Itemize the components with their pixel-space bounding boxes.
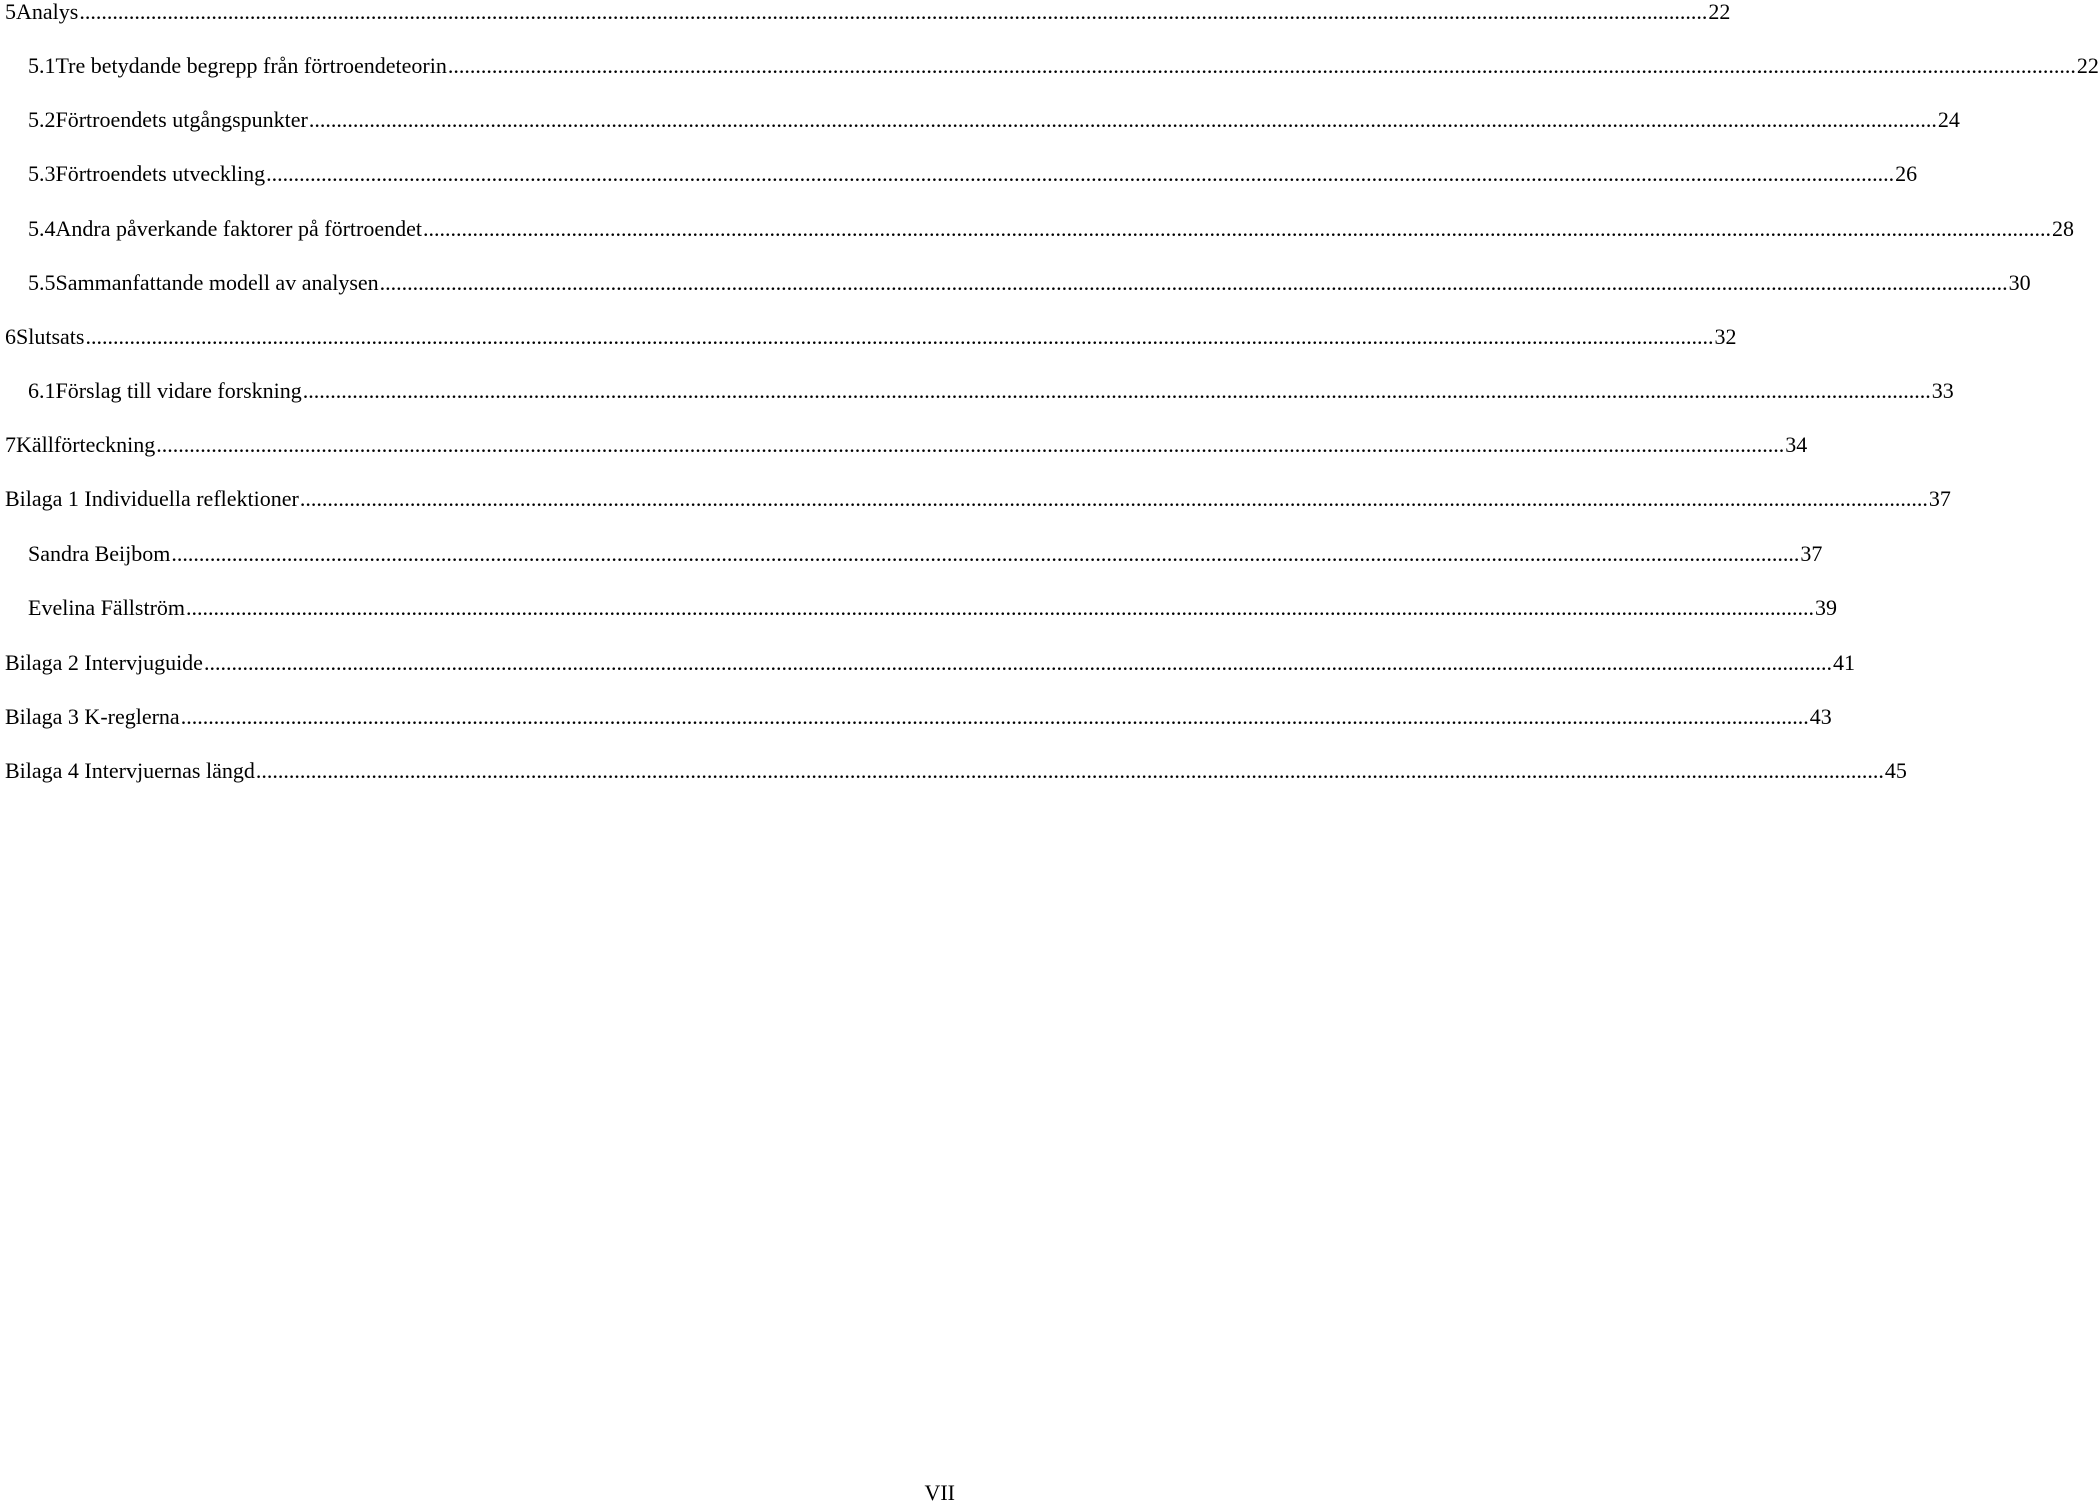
toc-entry-5-5[interactable] [0,268,2031,298]
toc-page: 43 [1809,704,1832,729]
toc-title: Bilaga 4 Intervjuernas längd [5,758,255,783]
dot-leader [300,484,1928,514]
dot-leader [423,214,2051,244]
toc-page: 33 [1931,378,1954,403]
page-number: VII [924,1480,955,1505]
dot-leader [204,648,1832,678]
dot-leader [266,159,1894,189]
toc-entry-bilaga-4[interactable] [0,756,1907,786]
dot-leader [256,756,1884,786]
toc-page: 28 [2051,216,2074,241]
toc-title: Andra påverkande faktorer på förtroendet [55,216,422,241]
toc-page: 39 [1815,595,1838,620]
toc-title: Förtroendets utgångspunkter [55,107,308,132]
toc-number: 5.5 [28,270,56,295]
dot-leader [303,376,1931,406]
toc-entry-5-3[interactable] [0,159,1918,189]
toc-number: 5 [5,0,16,24]
toc-title: Källförteckning [16,432,156,457]
toc-entry-evelina-fallstrom[interactable] [0,593,1838,623]
toc-page: 37 [1928,486,1951,511]
toc-page: 30 [2008,270,2031,295]
toc-entry-bilaga-3[interactable] [0,702,1832,732]
toc-entry-5-2[interactable] [0,105,1960,135]
toc-page: 22 [1708,0,1731,24]
dot-leader [85,322,1713,352]
toc-title: Tre betydande begrepp från förtroendeteorin [55,53,447,78]
toc-number: 5.1 [28,53,56,78]
toc-entry-bilaga-1[interactable] [0,484,1951,514]
toc-page: 37 [1800,541,1823,566]
dot-leader [79,0,1707,27]
toc-page: 26 [1895,161,1918,186]
dot-leader [309,105,1937,135]
toc-title: Bilaga 3 K-reglerna [5,704,180,729]
toc-entry-5-4[interactable] [0,214,2074,244]
toc-entry-bilaga-2[interactable] [0,648,1855,678]
toc-title: Analys [16,0,79,24]
toc-entry-5[interactable] [0,0,1731,27]
toc-page: 41 [1832,650,1855,675]
toc-title: Slutsats [16,324,85,349]
toc-page: 22 [2076,53,2099,78]
toc-number: 7 [5,432,16,457]
toc-title: Sammanfattande modell av analysen [55,270,379,295]
toc-entry-6[interactable] [0,322,1737,352]
toc-title: Sandra Beijbom [28,541,171,566]
toc-entry-7[interactable] [0,430,1808,460]
toc-number: 5.4 [28,216,56,241]
toc-entry-6-1[interactable] [0,376,1954,406]
toc-title: Evelina Fällström [28,595,186,620]
dot-leader [448,51,2076,81]
dot-leader [171,539,1799,569]
toc-page: 34 [1785,432,1808,457]
toc-page: 32 [1714,324,1737,349]
toc-number: 6.1 [28,378,56,403]
dot-leader [380,268,2008,298]
toc-number: 6 [5,324,16,349]
dot-leader [186,593,1814,623]
toc-entry-5-1[interactable] [0,51,2099,81]
toc-entry-sandra-beijbom[interactable] [0,539,1823,569]
dot-leader [156,430,1784,460]
toc-number: 5.2 [28,107,56,132]
toc-title: Bilaga 1 Individuella reflektioner [5,486,299,511]
toc-title: Förtroendets utveckling [55,161,266,186]
toc-title: Bilaga 2 Intervjuguide [5,650,203,675]
toc-page: 45 [1884,758,1907,783]
toc-number: 5.3 [28,161,56,186]
toc-page: 24 [1937,107,1960,132]
toc-title: Förslag till vidare forskning [55,378,302,403]
dot-leader [181,702,1809,732]
